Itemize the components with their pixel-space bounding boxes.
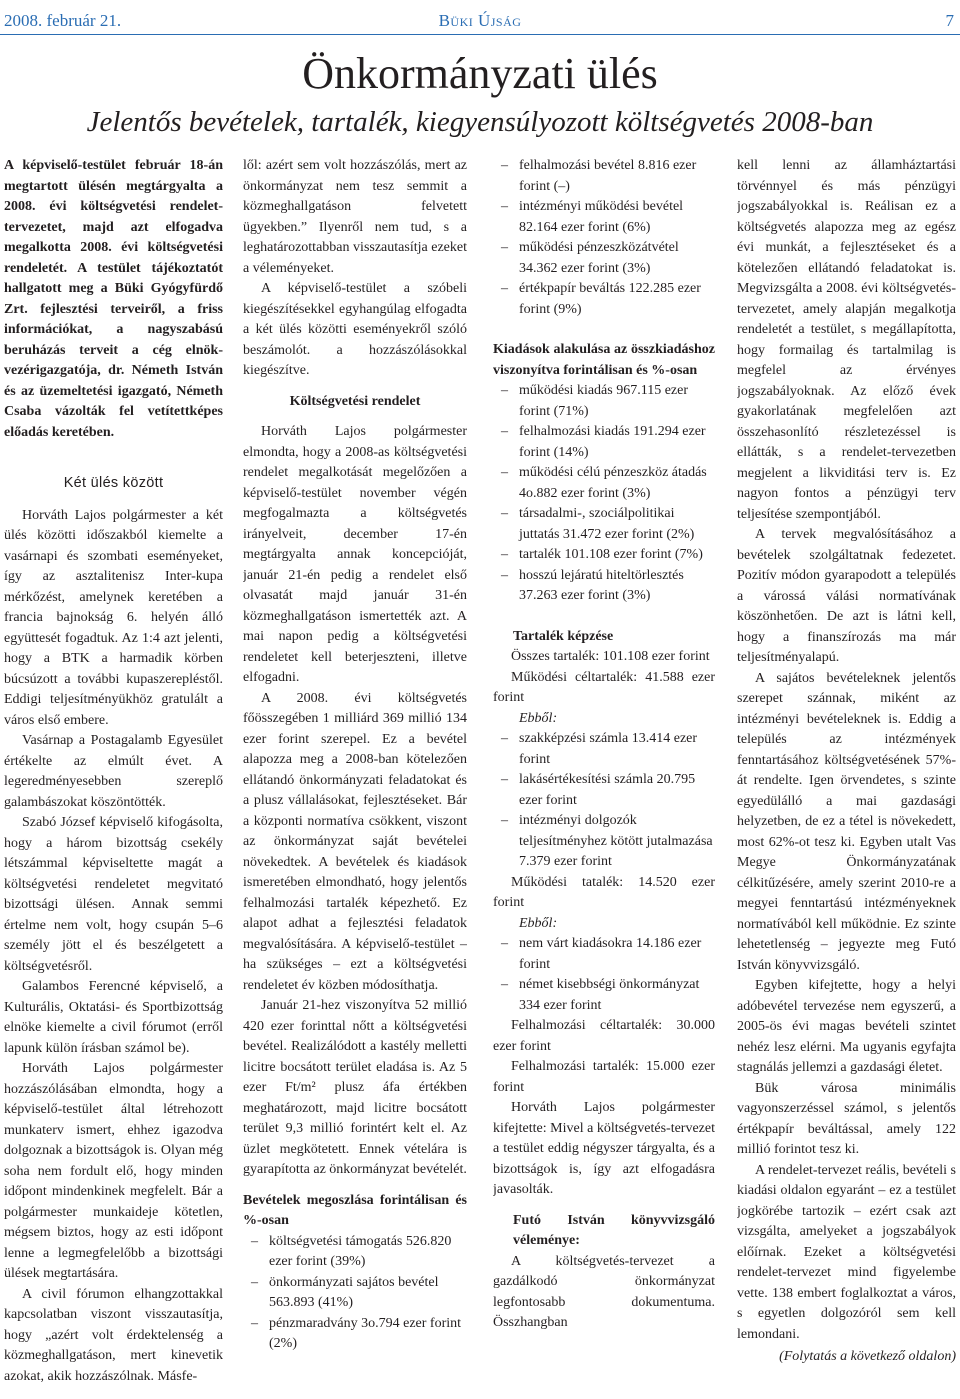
paragraph: lől: azért sem volt hozzászólás, mert az önkormányzat nem tesz semmit a közmeghallgatáson felvetett ügyekben.” Ilyenről nem tud, s a leghatározottabban visszautasítja ezeket a véleményeket. xyxy=(243,158,467,276)
spacer xyxy=(493,320,715,340)
spacer xyxy=(493,1201,715,1211)
paragraph: A civil fórumon elhangzottakkal kapcsolatban viszont visszautasítja, hogy „azért volt érdektelenség a közmeghallgatáson, mert kinevetik azokat, akik hozzászólnak. Másfe- xyxy=(4,1286,223,1384)
paragraph: Horváth Lajos polgármester elmondta, hogy a 2008-as költségvetési rendelet megalkotását megelőzően a képviselő-testület november végén megfogalmazta a költségvetés irányelveit, december 17-én megtárgyalta annak koncepcióját, január 21-én pedig a rendelet első olvasatát majd január 31-én közmeghallgatáson ismertették azt. A mai napon pedig a költségvetési rendeletet kell beterjeszteni, illetve elfogadni. xyxy=(243,424,467,685)
column-1 xyxy=(4,156,223,1396)
list-item: – önkormányzati sajátos bevétel 563.893 (41%) xyxy=(243,1273,467,1314)
list-item: – pénzmaradvány 3o.794 ezer forint (2%) xyxy=(243,1314,467,1355)
paragraph: Horváth Lajos polgármester hozzászólásában elmondta, hogy a képviselő-testület által létrehozott munkaterv ismert, ehhez igazodva dolgoznak a bizottságok is. Olyan még soha nem fordult elő, hogy minden időpont mindenkinek megfelelt. Bár a polgármester munkaideje kötetlen, mégsem biztos, hogy az esti időpont lenne a legmegfelelőbb a bizottsági ülések megtartására. xyxy=(4,1061,223,1281)
paragraph: Horváth Lajos polgármester kifejtette: Mivel a költségvetés-tervezet a testület eddig négyszer tárgyalta, és a bizottságok is, így azt elfogadásra javasolták. xyxy=(493,1100,715,1197)
article-subtitle: Jelentős bevételek, tartalék, kiegyensúlyozott költségvetés 2008-ban xyxy=(86,106,874,138)
spacer xyxy=(4,443,223,463)
list-item: – szakképzési számla 13.414 ezer forint xyxy=(493,729,715,770)
issue-date: 2008. február 21. xyxy=(4,11,122,30)
list-item: – tartalék 101.108 ezer forint (7%) xyxy=(493,545,715,566)
paragraph: Egyben kifejtette, hogy a helyi adóbevétel tervezése nem egyszerű, a 2005-ös évi magas bevételi szintet nehéz lesz elérni. Ma ugyanis egyfajta stagnálás jellemzi a gazdasági életet. xyxy=(737,978,956,1075)
paragraph: Felhalmozási céltartalék: 30.000 ezer forint xyxy=(493,1018,715,1054)
paragraph: Bük városa minimális vagyonszerzéssel számol, s jelentős értékpapír beváltással, amely 122 millió forintot tesz ki. xyxy=(737,1080,956,1157)
newspaper-name: Büki Újság xyxy=(438,11,522,30)
spacer xyxy=(4,463,223,473)
continued-note: (Folytatás a következő oldalon) xyxy=(779,1349,956,1364)
lead-paragraph: A képviselő-testület február 18-án megtartott ülésén megtárgyalta a 2008. évi költségvetési rendelet-tervezetet, majd azt elfogadva megalkotta 2008. évi költségvetési rendeletét. A testület tájékoztatót hallgatott meg a Büki Gyógyfürdő Zrt. fejlesztési terveiről, a friss információkat, a nagyszabású beruházás terveit a cég elnök-vezérigazgatója, dr. Németh István és az üzemeltetési igazgató, Németh Csaba vázolták fel vetítettképes előadás keretében. xyxy=(4,158,223,440)
paragraph: A képviselő-testület a szóbeli kiegészítésekkel egyhangúlag elfogadta a két ülés közötti eseményekről szóló beszámolót. a hozzászólásokkal kiegészítve. xyxy=(243,281,467,378)
paragraph: Működési tatalék: 14.520 ezer forint xyxy=(493,874,715,910)
list-item: – költségvetési támogatás 526.820 ezer forint (39%) xyxy=(243,1232,467,1273)
spacer xyxy=(243,1181,467,1191)
paragraph: A rendelet-tervezet reális, bevételi s kiadási oldalon egyaránt – ez a testület jogkörébe tartozik – ezért csak azt vizsgálta, amelyeket a jogszabályok előírnak. Ezeket a költségvetési rendelet-tervezet mind figyelembe vette. 138 embert foglalkoztat a város, s egyetlen dolgozóról sem kell lemondani. xyxy=(737,1162,956,1342)
reserve-list xyxy=(493,729,715,873)
paragraph: Felhalmozási tartalék: 15.000 ezer forint xyxy=(493,1059,715,1095)
section-heading-koltsegvetesi-rendelet: Költségvetési rendelet xyxy=(289,393,421,409)
paragraph: kell lenni az államháztartási törvénnyel és más pénzügyi jogszabályokkal is. Reálisan ez a költségvetés alapozza meg az egész évi munkát, a fejlesztéseket és a kötelezően ellátandó feladatokat is. Megvizsgálta a 2008. évi költségvetés-tervezetet, amely alapján megalkotja rendeletét a testület, s megállapította, hogy formailag és tartalmilag is megfelel az érvényes jogszabályoknak. Az előző évek gyakorlatának megfelelően azt összehasonlító részletezéssel is ellátták, s a rendelet-tervezetben megjelent a likviditási terv is. Ez nagyon fontos a pénzügyi terv teljesítése szempontjából. xyxy=(737,158,956,522)
paragraph: Vasárnap a Postagalamb Egyesület értékelte az elmúlt évet. A legeredményesebben szereplő galambászokat köszöntötték. xyxy=(4,733,223,810)
paragraph: Január 21-hez viszonyítva 52 millió 420 ezer forinttal nőtt a költségvetési bevétel. Realizálódott a kastély melletti licitre bocsátott terület eladása is. Az 5 ezer Ft/m² plusz áfa értékben meghatározott, majd licitre bocsátott terület 9,3 millió forintért kelt el. Az üzlet megkötetett. Ennek vételára is gyarapította az önkormányzat bevételét. xyxy=(243,998,467,1177)
revenue-list-continued xyxy=(493,156,715,320)
section-heading-ket-ules-kozott: Két ülés között xyxy=(63,475,164,491)
paragraph: Összes tartalék: 101.108 ezer forint xyxy=(511,649,710,664)
paragraph: Galambos Ferencné képviselő, a Kulturális, Oktatási- és Sportbizottság elnöke kiemelte a civil fórumot (erről lapunk külön írásban számol be). xyxy=(4,979,223,1056)
section-heading-bevetelek: Bevételek megoszlása forintálisan és %-osan xyxy=(243,1192,467,1228)
paragraph: A sajátos bevételeknek jelentős szerepet szánnak, miként az intézményi bevételeknek is. Eddig a település az intézmények fenntartásához költségvetésének 57%-át rendelte. Igen örvendetes, s szinte egyedülálló a mai gazdasági helyzetben, de ez a tétel is növekedett, most 62%-ot tesz ki. Egyben utalt Vas Megye Önkormányzatának célkitűzésére, amely szerint 2010-re a megyei fenntartású intézményeknek normatívából kell működnie. Ez szinte lehetetlenség – jegyezte meg Futó István könyvvizsgáló. xyxy=(737,670,956,973)
list-item: – értékpapír beváltás 122.285 ezer forint (9%) xyxy=(493,279,715,320)
list-item: – felhalmozási kiadás 191.294 ezer forint (14%) xyxy=(493,422,715,463)
list-item: – működési kiadás 967.115 ezer forint (71%) xyxy=(493,381,715,422)
column-2 xyxy=(243,156,467,1396)
section-heading-kiadasok: Kiadások alakulása az összkiadáshoz viszonyítva forintálisan és %-osan xyxy=(493,342,715,378)
section-heading-tartalek: Tartalék képzése xyxy=(513,628,614,644)
list-item: – társadalmi-, szociálpolitikai juttatás 31.472 ezer forint (2%) xyxy=(493,504,715,545)
paragraph: Működési céltartalék: 41.588 ezer forint xyxy=(493,669,715,705)
expense-list xyxy=(493,381,715,607)
list-item: – intézményi dolgozók teljesítményhez kötött jutalmazása 7.379 ezer forint xyxy=(493,811,715,873)
list-item: – működési célú pénzeszköz átadás 4o.882 ezer forint (3%) xyxy=(493,463,715,504)
paragraph: Horváth Lajos polgármester a két ülés közötti időszakból kiemelte a vasárnapi és szombati eseményeket, így az asztalitenisz Inter-kupa mérkőzést, amelynek keretében a francia bajnokság 6. helyén álló együttesét fogadtuk. Az 1:4 azt jelenti, hogy a BTK a harmadik körben búcsúzott a további kupaszerepléstől. Eddigi teljesítményükhöz gratulált a város első embere. xyxy=(4,507,223,728)
column-3 xyxy=(493,156,715,1396)
list-item: – működési pénzeszközátvétel 34.362 ezer forint (3%) xyxy=(493,238,715,279)
list-item: – intézményi működési bevétel 82.164 ezer forint (6%) xyxy=(493,197,715,238)
spacer xyxy=(243,382,467,392)
page-number: 7 xyxy=(945,11,954,30)
section-heading-konyvvizsgalo: Futó István könyvvizsgáló véleménye: xyxy=(513,1212,715,1248)
ebbol-label: Ebből: xyxy=(519,710,558,726)
article-title: Önkormányzati ülés xyxy=(302,49,658,98)
list-item: – hosszú lejáratú hiteltörlesztés 37.263 ezer forint (3%) xyxy=(493,566,715,607)
page-header xyxy=(0,0,960,35)
spacer xyxy=(493,607,715,627)
paragraph: A 2008. évi költségvetés főösszegében 1 milliárd 369 millió 134 ezer forint szerepel. Ez a bevétel alapozza meg a 2008-ban kötelezően ellátandó önkormányzati feladatokat és a plusz vállalásokat, fejlesztéseket. Bár a központi normatíva csökkent, viszont az önkormányzat saját bevételei növekedtek. A bevételek és kiadások ismeretében elmondható, hogy jelentős felhalmozási tartalék képezhető. Ez alapot adhat a fejlesztési feladatok megvalósítására. A képviselő-testület – ha szükséges – ezt a költségvetési rendeletet év közben módosíthatja. xyxy=(243,690,467,993)
paragraph: A költségvetés-tervezet a gazdálkodó önkormányzat legfontosabb dokumentuma. Összhangban xyxy=(493,1253,715,1330)
ebbol-label: Ebből: xyxy=(519,915,558,931)
list-item: – felhalmozási bevétel 8.816 ezer forint (–) xyxy=(493,156,715,197)
revenue-list xyxy=(243,1232,467,1355)
paragraph: Szabó József képviselő kifogásolta, hogy a három bizottság csekély létszámmal képviseltette magát a költségvetési rendeletet megvitató bizottsági ülésen. Annak semmi értelme nem volt, hogy csupán 5–6 személy jött el és beszélgetett a költségvetésről. xyxy=(4,815,223,974)
list-item: – nem várt kiadásokra 14.186 ezer forint xyxy=(493,934,715,975)
reserve-list-2 xyxy=(493,934,715,1016)
list-item: – lakásértékesítési számla 20.795 ezer forint xyxy=(493,770,715,811)
list-item: – német kisebbségi önkormányzat 334 ezer forint xyxy=(493,975,715,1016)
column-4 xyxy=(737,156,956,1396)
paragraph: A tervek megvalósításához a bevételek szolgáltatnak fedezetet. Pozitív módon gyarapodott a település a várossá válási normatívának köszönhetően. De azt is látni kell, hogy a finanszírozás ma már teljesítményalapú. xyxy=(737,527,956,665)
